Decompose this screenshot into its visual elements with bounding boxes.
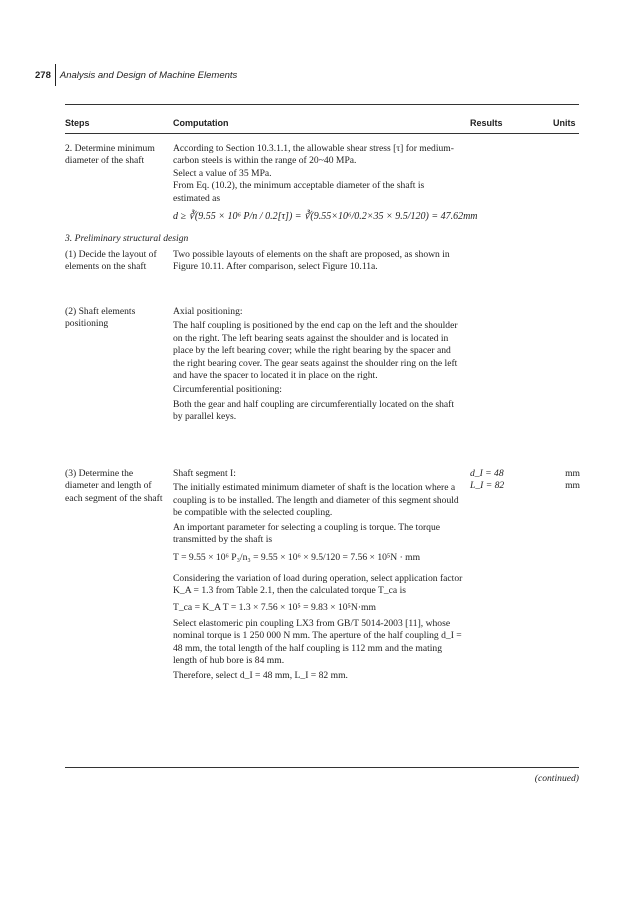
unit-length: mm <box>565 480 580 492</box>
units <box>556 468 580 493</box>
book-title: Analysis and Design of Machine Elements <box>59 70 238 81</box>
computation-positioning <box>173 306 463 424</box>
computation-diameter-length <box>173 468 463 682</box>
text: Both the gear and half coupling are circumferentially located on the shaft by parallel keys. <box>173 398 455 423</box>
text: Shaft segment I: <box>173 468 236 479</box>
header-rule <box>65 133 579 134</box>
text: According to Section 10.3.1.1, the allowable shear stress [τ] for medium-carbon steels is within the range of 20~40 MPa. <box>173 143 454 167</box>
text: The half coupling is positioned by the end cap on the left and the shoulder on the right. The left bearing seats against the shoulder and is located in place by the left bearing cover; while the right bearing by the spacer and the right bearing cover. The gear seats against the shoulder ring on the left and have the spacer to located it in place on the right. <box>173 320 458 382</box>
col-units: Units <box>553 118 576 128</box>
page-number: 278 <box>35 70 51 81</box>
step-diameter-length: (3) Determine the diameter and length of each segment of the shaft <box>65 468 163 504</box>
text: Considering the variation of load during operation, select application factor K_A = 1.3 from Table 2.1, then the calculated torque T_ca is <box>173 572 463 597</box>
col-results: Results <box>470 118 503 128</box>
computation-layout: Two possible layouts of elements on the shaft are proposed, as shown in Figure 10.11. After comparison, select Figure 10.11a. <box>173 249 450 273</box>
col-computation: Computation <box>173 118 229 128</box>
text: Therefore, select d_I = 48 mm, L_I = 82 mm. <box>173 669 348 681</box>
text: An important parameter for selecting a coupling is torque. The torque transmitted by the shaft is <box>173 521 441 546</box>
formula-min-diameter: d ≥ ∛(9.55 × 10⁶ P/n / 0.2[τ]) = ∛(9.55×10⁶/0.2×35 × 9.5/120) = 47.62mm <box>173 211 478 223</box>
table-bottom-rule <box>65 767 579 768</box>
text: Circumferential positioning: <box>173 384 282 396</box>
step-min-diameter: 2. Determine minimum diameter of the shaft <box>65 143 155 167</box>
table-top-rule <box>65 104 579 105</box>
col-steps: Steps <box>65 118 90 128</box>
result-diameter: d_I = 48 <box>470 468 504 479</box>
text: Axial positioning: <box>173 306 243 317</box>
unit-diameter: mm <box>565 468 580 479</box>
text: Select a value of 35 MPa. <box>173 167 272 179</box>
continued-note: (continued) <box>534 773 579 784</box>
computation-min-diameter <box>173 143 478 223</box>
step-positioning: (2) Shaft elements positioning <box>65 306 136 330</box>
step-layout: (1) Decide the layout of elements on the shaft <box>65 249 157 273</box>
results <box>470 468 540 493</box>
formula-calc-torque: T_ca = K_A T = 1.3 × 7.56 × 10⁵ = 9.83 × 10⁵N·mm <box>173 601 376 613</box>
text: From Eq. (10.2), the minimum acceptable diameter of the shaft is estimated as <box>173 180 425 204</box>
formula-torque: T = 9.55 × 10⁶ P₃/n₃ = 9.55 × 10⁶ × 9.5/120 = 7.56 × 10⁵N · mm <box>173 552 421 564</box>
text: Select elastomeric pin coupling LX3 from GB/T 5014-2003 [11], whose nominal torque is 1 250 000 N mm. The aperture of the half coupling d_I = 48 mm, the total length of the half coupling is 112 mm and the mating length of hub bore is 84 mm. <box>173 618 462 667</box>
result-length: L_I = 82 <box>470 480 505 492</box>
running-header <box>35 64 237 86</box>
text: The initially estimated minimum diameter of shaft is the location where a coupling is to be installed. The length and diameter of this segment should be compatible with the selected coupling. <box>173 482 459 519</box>
section-heading: 3. Preliminary structural design <box>65 233 189 244</box>
